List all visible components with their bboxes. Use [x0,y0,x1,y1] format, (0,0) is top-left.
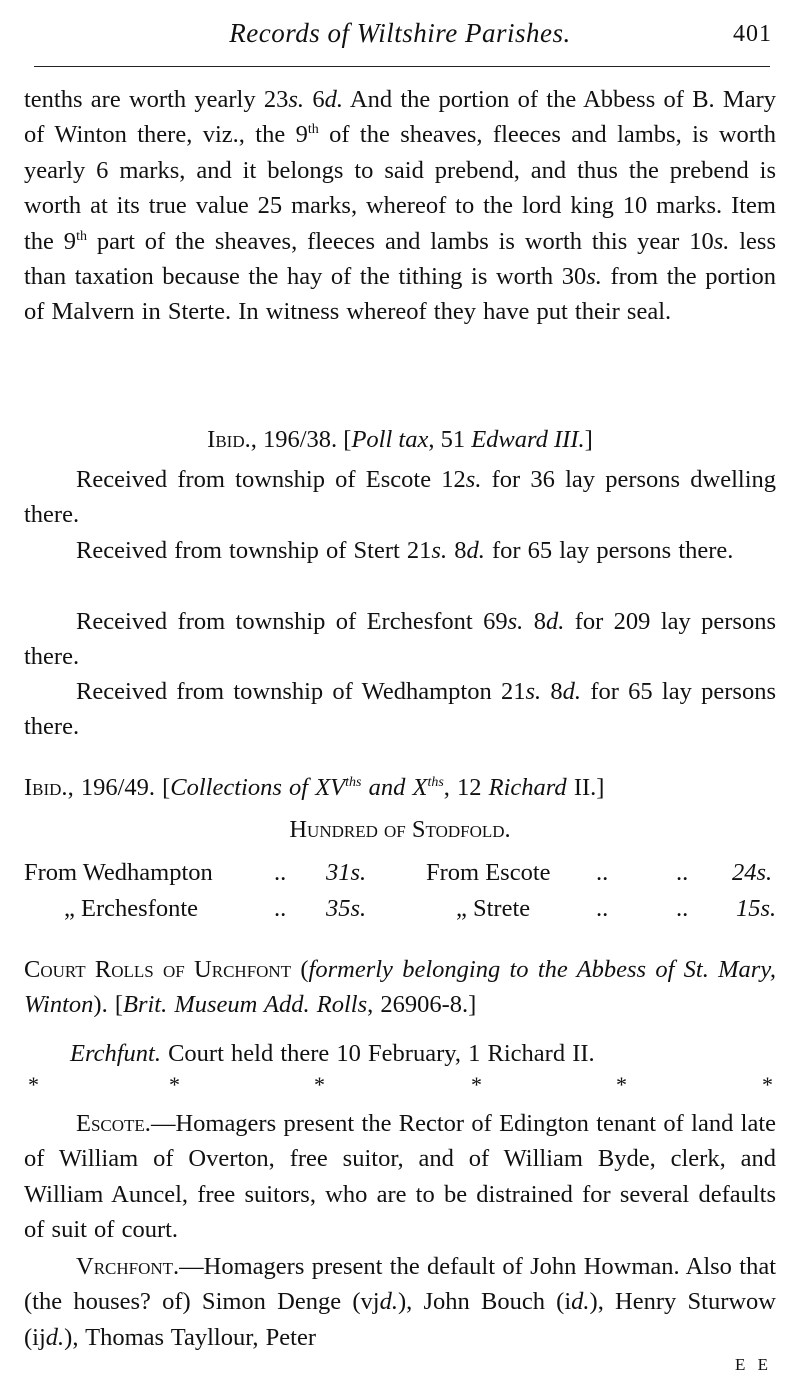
receipt-text: Received from township of Erchesfont 69 [76,608,508,635]
vrchfont-text: —Homagers present the default of John Howman. Also that (the houses? of) Simon Denge (vj [24,1253,776,1316]
receipt-shillings: s. [507,608,524,635]
table-left-place: „ Erchesfonte [64,895,198,922]
page-number: 401 [733,21,772,47]
escote-text: —Homagers present the Rector of Edington tenant of land late of William of Overton, free suitor, and of William Byde, clerk, and William Auncel, free suitors, who are to be distrained for several defaults of suit of court. [24,1110,776,1244]
escote-paragraph [24,1106,776,1248]
star: * [762,1072,773,1097]
star: * [28,1072,39,1097]
receipt-escote [24,462,776,533]
vrchfont-label: Vrchfont. [76,1253,180,1280]
para1-text: And the portion of the Abbess of B. Mary of Winton there, viz., the 9 [24,86,777,149]
court-text: ( [291,956,309,983]
court-italic: formerly belonging to the Abbess of St. Mary, Winton [24,956,776,1019]
vrchfont-text: ), John Bouch (i [397,1288,572,1316]
receipt-stert [24,533,776,568]
receipt-text: for 65 lay persons there. [24,678,776,741]
heading-ref: , 196/38. [ [250,426,352,453]
table-dots: .. [274,895,287,922]
heading-italic: and X [361,774,428,801]
para1-text: 6 [304,86,325,113]
table-left-place: From Wedhampton [24,859,213,886]
erchfunt-text: Court held there 10 February, 1 Richard II. [160,1040,595,1067]
court-rolls-heading [24,952,776,1023]
heading-ref: 12 [457,774,489,801]
vrchfont-pence: d. [45,1323,65,1351]
para1-shillings: s. [586,263,602,291]
table-left-amount: 35s. [326,895,367,922]
heading-italic: Collections of XV [170,774,346,801]
receipt-pence: d. [466,537,485,564]
receipt-pence: d. [562,678,582,705]
heading-italic: Poll tax [351,426,429,453]
para1-pence: d. [324,86,343,113]
receipt-text: Received from township of Escote 12 [76,466,466,493]
heading-ref: , 51 [428,426,472,453]
heading-ref: , 196/49. [ [67,774,171,801]
vrchfont-text: ), Henry Sturwow (ij [24,1288,776,1351]
table-right-amount: 24s. [732,859,773,886]
court-title: Court Rolls of Urchfont [24,956,292,983]
page [24,0,776,1374]
receipt-shillings: s. [525,678,542,705]
para1-text: from the portion of Malvern in Sterte. In witness whereof they have put their seal. [24,263,777,326]
star: * [314,1072,325,1097]
heading-ref: ] [584,426,593,453]
heading-ref: II.] [566,774,605,801]
vrchfont-text: ), Thomas Tayllour, Peter [64,1323,316,1351]
receipt-text: 8 [447,537,467,564]
receipt-text: Received from township of Stert 21 [76,537,432,564]
table-right-place: „ Strete [456,895,531,922]
table-dots: .. [676,895,689,922]
table-row [24,855,776,891]
para1-shillings: s. [713,227,730,255]
heading-italic: Richard [488,774,567,801]
para1-superscript: th [76,228,87,244]
para1-shillings: s. [288,86,305,113]
heading-collections [24,770,776,805]
para1-text: part of the sheaves, fleeces and lambs is worth this year 10 [86,227,714,255]
receipt-text: for 65 lay persons there. [484,537,734,564]
erchfunt-line [24,1036,776,1071]
receipt-wedhampton [24,674,776,745]
header-rule [34,66,770,67]
receipt-shillings: s. [431,537,448,564]
table-row [24,891,776,927]
catchword: E E [734,1355,772,1374]
receipt-pence: d. [545,608,565,635]
ibid-label: Ibid. [207,426,251,453]
heading-superscript: ths [345,774,362,790]
heading-italic: Edward III. [471,426,585,453]
receipt-text: for 36 lay persons dwelling there. [24,466,776,529]
erchfunt-place: Erchfunt. [70,1040,161,1067]
star: * [471,1072,482,1097]
asterism [24,1072,776,1096]
heading-ref: , [443,774,458,801]
star: * [616,1072,627,1097]
para1-text: less than taxation because the hay of the tithing is worth 30 [24,227,777,291]
para1-text: of the sheaves, fleeces and lambs, is worth yearly 6 marks, and it belongs to said prebend, and thus the prebend is worth at its true value 25 marks, whereof to the lord king 10 marks. Item the 9 [24,121,776,255]
table-right-amount: 15s. [736,895,777,922]
receipt-erchesfont [24,604,776,675]
paragraph-tenths [24,82,776,330]
vrchfont-pence: d. [571,1288,590,1316]
table-dots: .. [596,859,609,886]
receipt-shillings: s. [465,466,482,493]
table-dots: .. [274,859,287,886]
header-title: Records of Wiltshire Parishes. [229,18,571,48]
table-left-amount: 31s. [326,859,367,886]
court-italic: Brit. Museum Add. Rolls [123,991,368,1019]
heading-poll-tax [24,422,776,457]
heading-superscript: ths [427,774,444,790]
table-right-place: From Escote [426,859,551,886]
vrchfont-paragraph [24,1249,776,1355]
ibid-label: Ibid. [24,774,68,801]
receipt-text: 8 [523,608,546,635]
court-text: , 26906-8.] [367,991,477,1019]
court-text: ). [ [93,991,123,1019]
table-dots: .. [676,859,689,886]
receipt-text: 8 [541,678,563,705]
receipt-text: for 209 lay persons there. [24,608,777,671]
hundred-heading: Hundred of Stodfold. [289,816,511,843]
escote-label: Escote. [76,1110,151,1137]
running-header [24,18,776,58]
para1-superscript: th [307,122,319,138]
vrchfont-pence: d. [379,1288,398,1316]
table-dots: .. [596,895,609,922]
para1-text: tenths are worth yearly 23 [24,86,289,113]
star: * [169,1072,180,1097]
receipt-text: Received from township of Wedhampton 21 [76,678,526,705]
